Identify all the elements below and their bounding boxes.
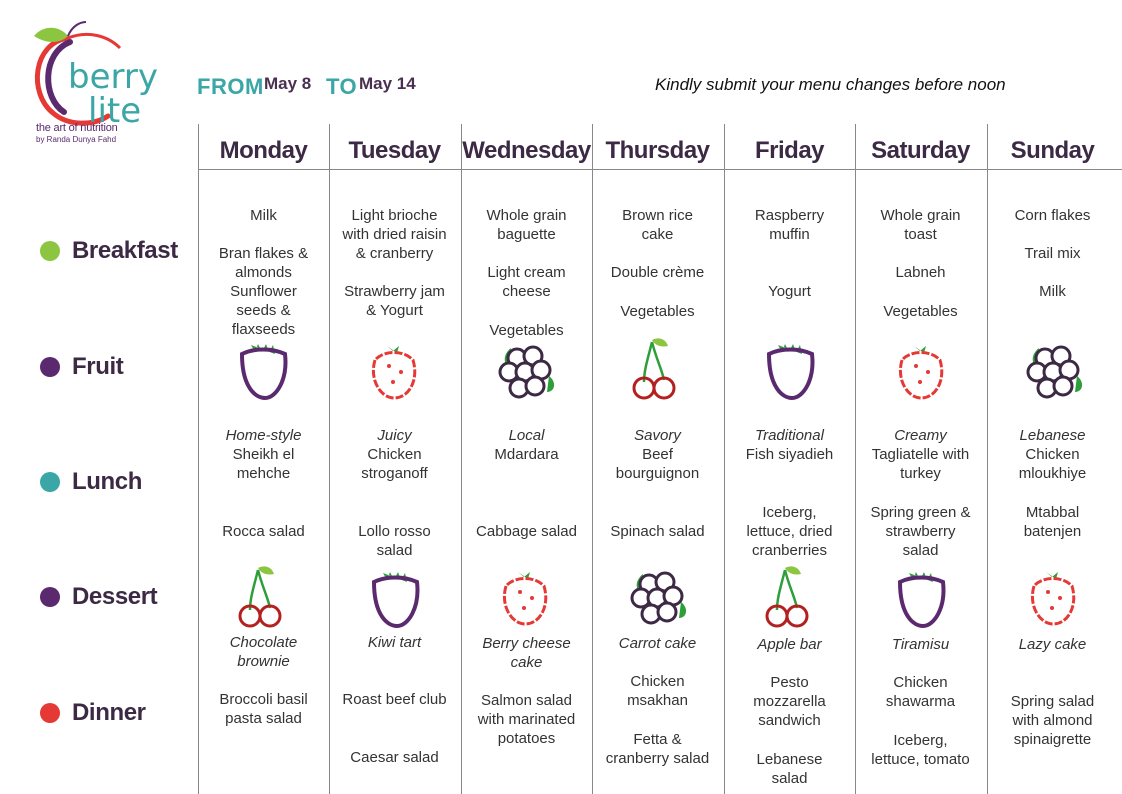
day-header-thursday: Thursday [605,137,710,164]
lunch-side: Spinach salad [610,523,705,540]
meal-row-fruit [40,352,123,382]
dinner-item: Salmon salad with marinated potatoes [477,692,576,747]
to-label: TO [326,74,358,99]
meal-row-breakfast [40,236,178,266]
day-header-tuesday: Tuesday [348,137,441,164]
lunch-descriptor: Traditional [755,427,824,444]
dinner-item: Spring salad with almond spinaigrette [1010,693,1095,748]
breakfast-item: Trail mix [1024,245,1081,262]
svg-text:berry: berry [68,57,158,97]
breakfast-item: Vegetables [489,322,564,339]
breakfast-item: Light cream cheese [487,264,566,300]
header-divider [199,169,1122,170]
brand-logo [28,18,168,168]
berry-icon [228,336,298,406]
lunch-side: Cabbage salad [476,523,577,540]
breakfast-item: Strawberry jam & Yogurt [344,283,445,319]
breakfast-item: Vegetables [620,303,695,320]
lunch-descriptor: Savory [634,427,681,444]
lunch-descriptor: Lebanese [1019,427,1086,444]
dessert-item: Apple bar [757,636,822,653]
lunch-dish: Sheikh el mehche [232,446,295,482]
lunch-dot-icon [40,472,60,492]
lunch-dish: Beef bourguignon [615,446,700,482]
cherry-icon [228,562,298,632]
day-header-saturday: Saturday [871,137,970,164]
lunch-descriptor: Local [508,427,545,444]
breakfast-item: Light brioche with dried raisin & cranberry [342,207,447,262]
breakfast-item: Milk [1039,283,1066,300]
from-label: FROM [197,74,264,99]
day-header-monday: Monday [219,137,308,164]
raspberry-icon [1018,562,1088,632]
breakfast-item: Yogurt [768,283,811,300]
brand-tagline: the art of nutrition [36,122,118,134]
blackberry-icon [625,562,695,632]
breakfast-dot-icon [40,241,60,261]
breakfast-item: Whole grain toast [880,207,961,243]
breakfast-item: Milk [250,207,277,224]
dinner-item: Iceberg, lettuce, tomato [871,732,970,768]
dinner-item: Caesar salad [350,749,439,766]
cherry-icon [755,562,825,632]
dinner-item: Fetta & cranberry salad [605,731,710,767]
dinner-item: Pesto mozzarella sandwich [753,674,826,729]
lunch-dish: Chicken mloukhiye [1018,446,1087,482]
lunch-dish: Fish siyadieh [745,446,834,463]
dessert-item: Lazy cake [1018,636,1087,653]
raspberry-icon [490,562,560,632]
dinner-item: Chicken shawarma [885,674,956,710]
cherry-icon [622,334,692,404]
breakfast-item: Corn flakes [1014,207,1091,224]
day-header-wednesday: Wednesday [462,137,591,164]
berry-icon [886,564,956,634]
dinner-item: Chicken msakhan [627,673,688,709]
lunch-dish: Tagliatelle with turkey [871,446,970,482]
lunch-dish: Mdardara [494,446,559,463]
breakfast-item: Raspberry muffin [754,207,825,243]
meal-label: Dessert [72,583,158,610]
breakfast-item: Double crème [610,264,705,281]
dessert-dot-icon [40,587,60,607]
dessert-item: Kiwi tart [367,634,422,651]
meal-row-dinner [40,698,146,728]
to-date: May 14 [359,74,416,93]
breakfast-item: Labneh [895,264,946,281]
dinner-item: Roast beef club [342,691,447,708]
dessert-item: Berry cheese cake [482,635,571,671]
breakfast-item: Brown rice cake [622,207,693,243]
lunch-dish: Chicken stroganoff [361,446,428,482]
dessert-item: Carrot cake [618,635,697,652]
menu-change-notice: Kindly submit your menu changes before noon [655,75,1006,94]
meal-row-dessert [40,582,157,612]
meal-label: Breakfast [72,237,178,264]
lunch-descriptor: Juicy [377,427,412,444]
breakfast-item: Whole grain baguette [486,207,567,243]
breakfast-item: Vegetables [883,303,958,320]
berry-icon [360,564,430,634]
dinner-item: Lebanese salad [756,751,823,787]
meal-label: Dinner [72,699,146,726]
from-date: May 8 [264,74,312,93]
dinner-dot-icon [40,703,60,723]
raspberry-icon [359,336,429,406]
dinner-item: Broccoli basil pasta salad [219,691,308,727]
dessert-item: Tiramisu [891,636,950,653]
blackberry-icon [493,336,563,406]
meal-row-lunch [40,467,142,497]
meal-label: Lunch [72,468,142,495]
lunch-side: Rocca salad [222,523,305,540]
lunch-side: Lollo rosso salad [358,523,431,559]
svg-text:lite: lite [88,91,142,131]
blackberry-icon [1021,336,1091,406]
raspberry-icon [886,336,956,406]
breakfast-item: Bran flakes & almonds Sunflower seeds & flaxseeds [218,245,309,338]
lunch-descriptor: Creamy [894,427,947,444]
day-header-friday: Friday [754,137,825,164]
fruit-dot-icon [40,357,60,377]
lunch-side: Iceberg, lettuce, dried cranberries [746,504,833,559]
day-header-sunday: Sunday [1010,137,1095,164]
lunch-descriptor: Home-style [225,427,302,444]
brand-byline: by Randa Dunya Fahd [36,135,117,144]
lunch-side: Spring green & strawberry salad [870,504,971,559]
dessert-item: Chocolate brownie [229,634,298,670]
berry-icon [755,336,825,406]
lunch-side: Mtabbal batenjen [1023,504,1082,540]
meal-label: Fruit [72,353,124,380]
